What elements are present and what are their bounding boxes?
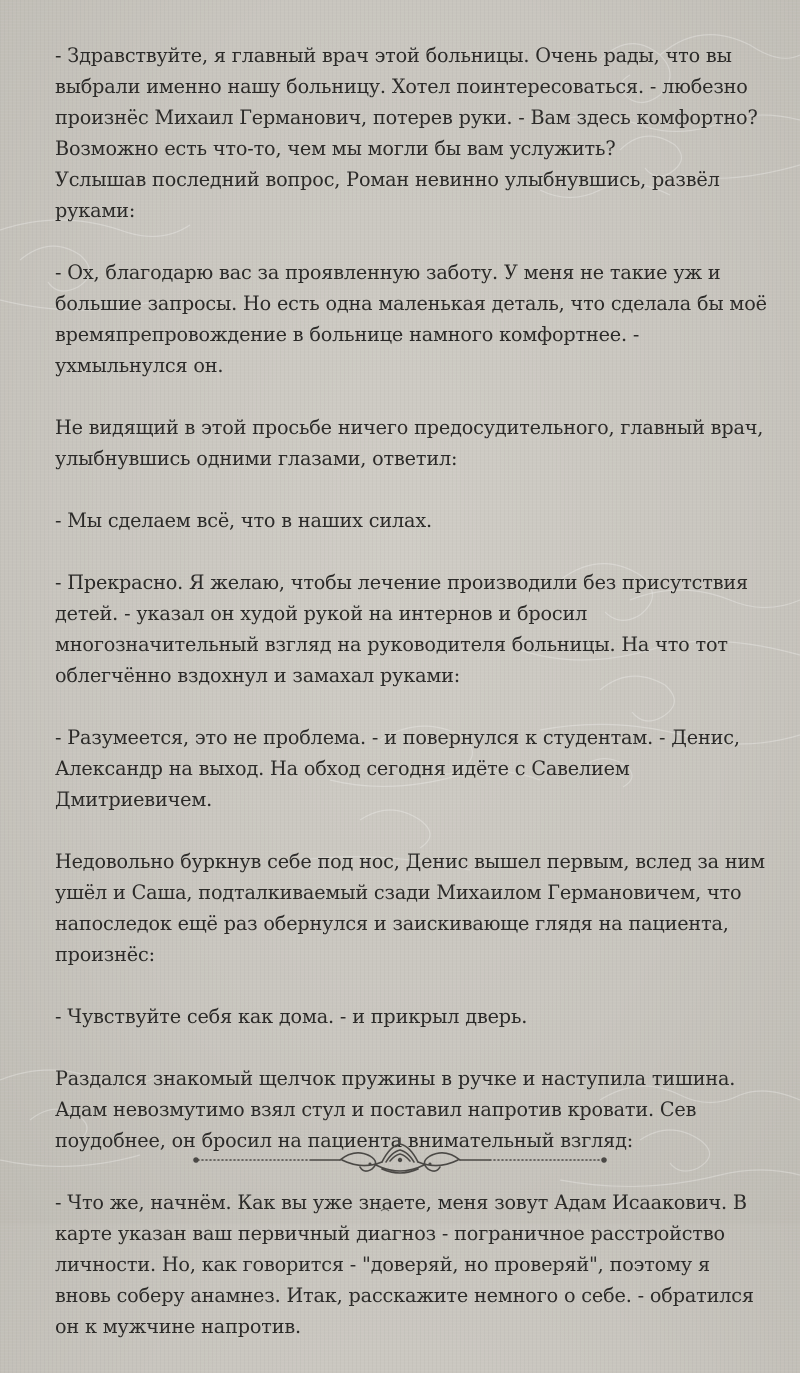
paragraph-5: [55, 567, 785, 691]
text-line: времяпрепровождение в больнице намного комфортнее. -: [55, 323, 640, 346]
text-line: произнёс Михаил Германович, потерев руки. - Вам здесь комфортно?: [55, 106, 758, 129]
text-line: - Чувствуйте себя как дома. - и прикрыл дверь.: [55, 1005, 528, 1028]
text-line: ушёл и Саша, подталкиваемый сзади Михаилом Германовичем, что: [55, 881, 742, 904]
text-line: произнёс:: [55, 943, 155, 966]
text-line: Не видящий в этой просьбе ничего предосудительного, главный врач,: [55, 416, 764, 439]
paragraph-4: [55, 505, 785, 536]
text-line: ухмыльнулся он.: [55, 354, 224, 377]
text-line: Раздался знакомый щелчок пружины в ручке и наступила тишина.: [55, 1067, 736, 1090]
text-line: - Ох, благодарю вас за проявленную заботу. У меня не такие уж и: [55, 261, 721, 284]
text-line: Услышав последний вопрос, Роман невинно улыбнувшись, развёл: [55, 168, 720, 191]
text-line: Адам невозмутимо взял стул и поставил напротив кровати. Сев: [55, 1098, 697, 1121]
text-line: Возможно есть что-то, чем мы могли бы вам услужить?: [55, 137, 616, 160]
text-line: Недовольно буркнув себе под нос, Денис вышел первым, вслед за ним: [55, 850, 765, 873]
text-line: многозначительный взгляд на руководителя больницы. На что тот: [55, 633, 728, 656]
text-line: детей. - указал он худой рукой на интернов и бросил: [55, 602, 588, 625]
text-line: Дмитриевичем.: [55, 788, 213, 811]
text-line: карте указан ваш первичный диагноз - пограничное расстройство: [55, 1222, 725, 1245]
text-line: руками:: [55, 199, 136, 222]
ornamental-flourish-divider-icon: [190, 1135, 610, 1185]
paragraph-7: [55, 846, 785, 970]
page-mark-icon: [379, 1206, 391, 1214]
text-line: - Разумеется, это не проблема. - и повернулся к студентам. - Денис,: [55, 726, 740, 749]
text-line: личности. Но, как говорится - "доверяй, но проверяй", поэтому я: [55, 1253, 710, 1276]
paragraph-8: [55, 1001, 785, 1032]
text-line: большие запросы. Но есть одна маленькая деталь, что сделала бы моё: [55, 292, 767, 315]
paragraph-1: [55, 40, 785, 226]
text-line: Александр на выход. На обход сегодня идёте с Савелием: [55, 757, 630, 780]
paragraph-2: [55, 257, 785, 381]
text-line: улыбнувшись одними глазами, ответил:: [55, 447, 458, 470]
text-line: - Здравствуйте, я главный врач этой больницы. Очень рады, что вы: [55, 44, 732, 67]
text-line: он к мужчине напротив.: [55, 1315, 301, 1338]
text-line: облегчённо вздохнул и замахал руками:: [55, 664, 461, 687]
text-line: выбрали именно нашу больницу. Хотел поинтересоваться. - любезно: [55, 75, 748, 98]
text-line: напоследок ещё раз обернулся и заискивающе глядя на пациента,: [55, 912, 729, 935]
text-line: вновь соберу анамнез. Итак, расскажите немного о себе. - обратился: [55, 1284, 754, 1307]
paragraph-3: [55, 412, 785, 474]
text-line: - Мы сделаем всё, что в наших силах.: [55, 509, 432, 532]
paragraph-6: [55, 722, 785, 815]
text-line: - Что же, начнём. Как вы уже знаете, меня зовут Адам Исаакович. В: [55, 1191, 747, 1214]
text-line: - Прекрасно. Я желаю, чтобы лечение производили без присутствия: [55, 571, 748, 594]
text-line: поудобнее, он бросил на пациента внимательный взгляд:: [55, 1129, 634, 1152]
paragraph-10: [55, 1187, 785, 1342]
